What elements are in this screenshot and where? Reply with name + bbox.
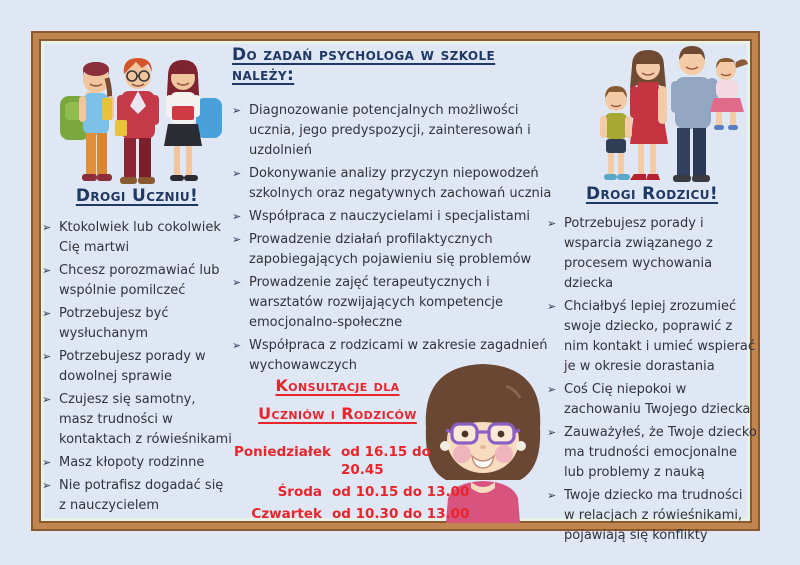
list-item-text: Potrzebujesz porady i wsparcia związanego z procesem wychowania dziecka [564, 216, 713, 291]
arrow-bullet-icon: ➢ [232, 104, 242, 117]
list-item-text: Chcesz porozmawiać lub wspólnie pomilczeć [59, 263, 220, 298]
arrow-bullet-icon: ➢ [547, 489, 557, 502]
family-illustration [588, 36, 758, 192]
list-item [42, 347, 232, 387]
list-item-text: Nie potrafisz dogadać się z nauczycielem [59, 478, 224, 513]
schedule-row [234, 505, 474, 523]
list-item [232, 273, 562, 333]
list-item-text: Twoje dziecko ma trudności w relacjach z rówieśnikami, pojawiają się konflikty [564, 488, 743, 543]
list-item [547, 380, 757, 420]
list-item-text: Czujesz się samotny, masz trudności w kontaktach z rówieśnikami [59, 392, 232, 447]
student-section [42, 186, 232, 519]
page-title: Do zadań psychologa w szkole należy: [232, 45, 496, 85]
list-item [547, 214, 757, 294]
mother-icon [630, 50, 668, 180]
student-list [42, 218, 232, 516]
list-item [232, 336, 562, 376]
list-item-text: Chciałbyś lepiej zrozumieć swoje dziecko, poprawić z nim kontakt i umieć wspierać je w okresie dorastania [564, 299, 755, 374]
schedule-time: od 10.30 do 13.00 [332, 506, 470, 522]
arrow-bullet-icon: ➢ [42, 393, 52, 406]
list-item [232, 101, 562, 161]
list-item-text: Zauważyłeś, że Twoje dziecko ma trudności emocjonalne lub problemy z nauką [564, 425, 757, 480]
arrow-bullet-icon: ➢ [232, 276, 242, 289]
list-item [547, 423, 757, 483]
arrow-bullet-icon: ➢ [547, 217, 557, 230]
eye-icon [462, 431, 469, 438]
schedule-day: Środa [277, 484, 322, 500]
blush-icon [495, 445, 513, 463]
arrow-bullet-icon: ➢ [42, 350, 52, 363]
student-boy-middle-icon [115, 58, 159, 184]
schedule-row [234, 443, 474, 479]
list-item [42, 453, 232, 473]
schedule-time: od 16.15 do 20.45 [340, 444, 431, 478]
duties-list [232, 101, 562, 376]
consultations-section [230, 372, 445, 428]
consultations-heading-line2: Uczniów i Rodziców [258, 404, 417, 423]
list-item-text: Diagnozowanie potencjalnych możliwości ucznia, jego predyspozycji, zainteresowań i uzdolnień [249, 103, 531, 158]
list-item-text: Coś Cię niepokoi w zachowaniu Twojego dziecka [564, 382, 751, 417]
list-item-text: Masz kłopoty rodzinne [59, 455, 205, 470]
list-item [42, 261, 232, 301]
schedule-day: Poniedziałek [234, 444, 331, 460]
arrow-bullet-icon: ➢ [42, 307, 52, 320]
list-item [42, 218, 232, 258]
arrow-bullet-icon: ➢ [232, 167, 242, 180]
arrow-bullet-icon: ➢ [547, 300, 557, 313]
parent-section-heading: Drogi Rodzicu! [585, 184, 719, 204]
arrow-bullet-icon: ➢ [232, 210, 242, 223]
list-item-text: Prowadzenie zajęć terapeutycznych i warsztatów rozwijających kompetencje emocjonalno-społeczne [249, 275, 504, 330]
student-section-heading: Drogi Uczniu! [75, 186, 199, 206]
earring-icon [516, 441, 526, 451]
arrow-bullet-icon: ➢ [232, 233, 242, 246]
arrow-bullet-icon: ➢ [547, 383, 557, 396]
arrow-bullet-icon: ➢ [42, 221, 52, 234]
parent-list [547, 214, 757, 546]
list-item [42, 304, 232, 344]
list-item [42, 476, 232, 516]
list-item [232, 207, 562, 227]
list-item-text: Potrzebujesz porady w dowolnej sprawie [59, 349, 206, 384]
schedule-day: Czwartek [251, 506, 322, 522]
arrow-bullet-icon: ➢ [42, 479, 52, 492]
list-item-text: Ktokolwiek lub cokolwiek Cię martwi [59, 220, 221, 255]
parent-section [547, 184, 757, 549]
list-item-text: Dokonywanie analizy przyczyn niepowodzeń szkolnych oraz negatywnych zachowań ucznia [249, 166, 552, 201]
father-icon [671, 46, 718, 182]
eye-icon [498, 431, 505, 438]
list-item [232, 164, 562, 204]
schedule-time: od 10.15 do 13.00 [332, 484, 470, 500]
list-item-text: Współpraca z rodzicami w zakresie zagadnień wychowawczych [249, 338, 548, 373]
student-girl-left-icon [79, 62, 114, 181]
list-item-text: Potrzebujesz być wysłuchanym [59, 306, 169, 341]
son-icon [600, 86, 632, 180]
arrow-bullet-icon: ➢ [42, 456, 52, 469]
arrow-bullet-icon: ➢ [42, 264, 52, 277]
arrow-bullet-icon: ➢ [232, 339, 242, 352]
arrow-bullet-icon: ➢ [547, 426, 557, 439]
list-item [232, 230, 562, 270]
students-illustration [52, 40, 224, 194]
list-item-text: Współpraca z nauczycielami i specjalistami [249, 209, 530, 224]
consultation-schedule [234, 443, 474, 527]
list-item [547, 486, 757, 546]
psychologist-duties-section [232, 45, 562, 379]
list-item [547, 297, 757, 377]
list-item [42, 390, 232, 450]
consultations-heading-line1: Konsultacje dla [275, 376, 400, 395]
list-item-text: Prowadzenie działań profilaktycznych zapobiegających pojawieniu się problemów [249, 232, 532, 267]
schedule-row [234, 483, 474, 501]
